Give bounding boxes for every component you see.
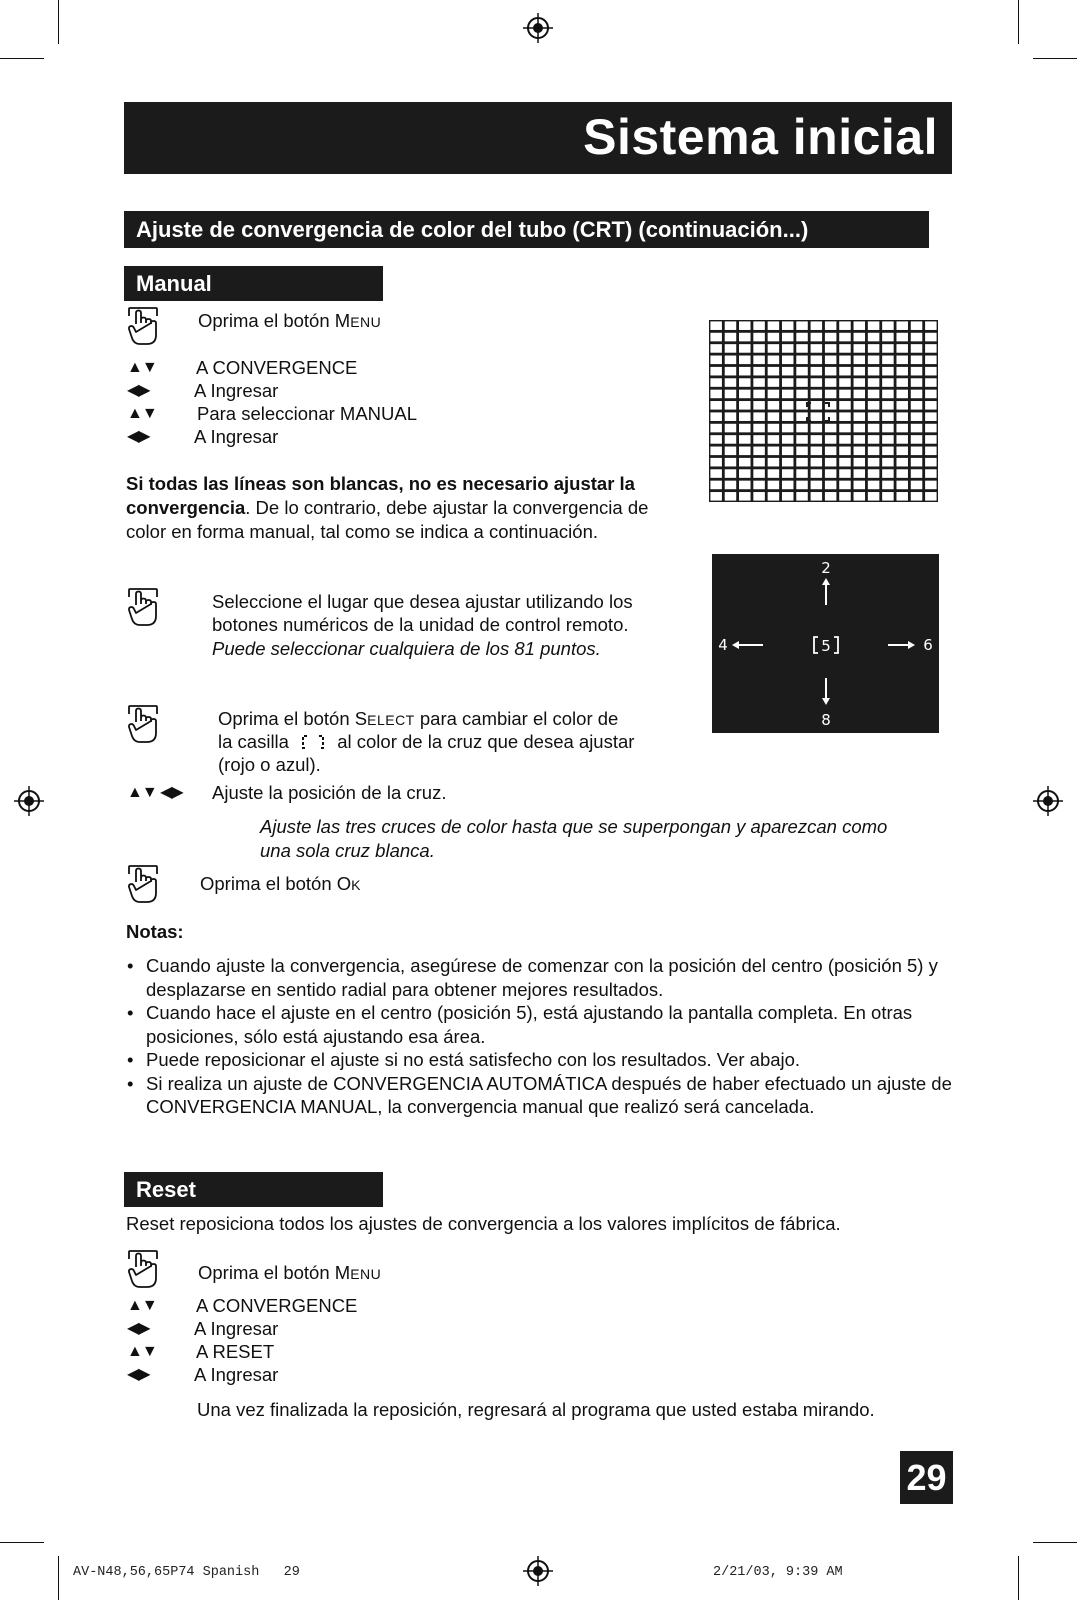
ok-prefix: Oprima el botón O [200, 873, 352, 894]
up-down-arrows-icon: ▲▼ [127, 1297, 157, 1314]
footer-right: 2/21/03, 9:39 AM [713, 1565, 843, 1580]
press-button-icon [126, 588, 166, 628]
crop-mark [1018, 1556, 1019, 1600]
adjust-note-line: Ajuste las tres cruces de color hasta que se superpongan y aparezcan como [260, 816, 888, 837]
crop-mark [1018, 0, 1019, 44]
up-down-arrows-icon: ▲▼ [127, 359, 157, 376]
reset-press-menu [198, 1261, 381, 1286]
notes-title: Notas: [126, 921, 184, 942]
left-right-arrows-icon: ◀▶ [127, 382, 150, 399]
manual-paragraph-line: color en forma manual, tal como se indica a continuación. [126, 521, 599, 542]
manual-press-menu [198, 309, 381, 334]
four-way-arrows-icon: ▲▼ ◀▶ [127, 784, 183, 801]
up-down-arrows-icon: ▲▼ [127, 1343, 157, 1360]
select-location-note: Puede seleccionar cualquiera de los 81 puntos. [212, 638, 601, 659]
paragraph-rest: . De lo contrario, debe ajustar la convergencia de [245, 497, 649, 518]
manual-paragraph-line [126, 496, 648, 519]
position-6-label: 6 [923, 636, 933, 654]
up-down-arrows-icon: ▲▼ [127, 405, 157, 422]
select-location-line: Seleccione el lugar que desea ajustar utilizando los [212, 591, 633, 612]
press-button-icon [126, 865, 166, 905]
note-item: • Puede reposicionar el ajuste si no está satisfecho con los resultados. Ver abajo. [124, 1048, 964, 1072]
select-btn-prefix: Oprima el botón S [218, 708, 368, 729]
position-4-label: 4 [718, 636, 728, 654]
crop-mark [58, 1556, 59, 1600]
reset-description: Reset reposiciona todos los ajustes de convergencia a los valores implícitos de fábrica. [126, 1213, 841, 1234]
casilla-prefix: la casilla [218, 731, 289, 752]
select-button-line [218, 707, 618, 732]
note-item: • Si realiza un ajuste de CONVERGENCIA AUTOMÁTICA después de haber efectuado un ajuste de CONVERGENCIA MANUAL, la convergencia manual que realizó será cancelada. [124, 1072, 964, 1119]
reset-final-note: Una vez finalizada la reposición, regresará al programa que usted estaba mirando. [197, 1399, 875, 1420]
reset-step: A RESET [196, 1341, 275, 1362]
press-menu-smallcaps: ENU [350, 314, 382, 330]
adjust-position-text: Ajuste la posición de la cruz. [212, 782, 447, 803]
press-ok-line [200, 872, 361, 897]
reset-step: A CONVERGENCE [196, 1295, 358, 1316]
position-2-label: 2 [821, 559, 831, 577]
page-title: Sistema inicial [583, 109, 938, 165]
section-title: Ajuste de convergencia de color del tubo (CRT) (continuación...) [124, 211, 929, 248]
press-menu-smallcaps: ENU [350, 1266, 382, 1282]
casilla-suffix: al color de la cruz que desea ajustar [337, 731, 635, 752]
paragraph-bold: convergencia [126, 497, 246, 518]
manual-step: A CONVERGENCE [196, 357, 358, 378]
notes-list [124, 954, 964, 1119]
position-diagram [712, 554, 939, 733]
manual-step: A Ingresar [194, 426, 279, 447]
casilla-box-icon [300, 734, 326, 750]
note-item: • Cuando hace el ajuste en el centro (posición 5), está ajustando la pantalla completa. En otras posiciones, sólo está ajustando esa área. [124, 1001, 964, 1048]
registration-mark-icon [523, 13, 553, 43]
press-menu-text: Oprima el botón M [198, 310, 351, 331]
crop-mark [1033, 58, 1077, 59]
left-right-arrows-icon: ◀▶ [127, 1320, 150, 1337]
press-button-icon [126, 705, 166, 745]
registration-mark-icon [1033, 786, 1063, 816]
reset-step: A Ingresar [194, 1364, 279, 1385]
registration-mark-icon [523, 1556, 553, 1586]
select-btn-suffix: para cambiar el color de [414, 708, 619, 729]
left-right-arrows-icon: ◀▶ [127, 1366, 150, 1383]
press-button-icon [126, 307, 166, 347]
manual-paragraph-line: Si todas las líneas son blancas, no es necesario ajustar la [126, 473, 635, 494]
press-menu-text: Oprima el botón M [198, 1262, 351, 1283]
footer-left: AV-N48,56,65P74 Spanish 29 [73, 1565, 300, 1580]
casilla-line: (rojo o azul). [218, 754, 321, 775]
manual-step: Para seleccionar MANUAL [197, 403, 418, 424]
registration-mark-icon [14, 786, 44, 816]
page-header [124, 102, 952, 174]
note-item: • Cuando ajuste la convergencia, asegúrese de comenzar con la posición del centro (posición 5) y desplazarse en sentido radial para obtener mejores resultados. [124, 954, 964, 1001]
reset-heading: Reset [124, 1172, 383, 1207]
manual-heading: Manual [124, 266, 383, 301]
ok-smallcaps: K [351, 877, 361, 893]
manual-step: A Ingresar [194, 380, 279, 401]
position-8-label: 8 [821, 711, 831, 729]
crop-mark [58, 0, 59, 44]
adjust-note-line: una sola cruz blanca. [260, 840, 435, 861]
position-5-label: 5 [821, 637, 831, 655]
convergence-grid-pattern [709, 320, 938, 502]
page-number: 29 [900, 1451, 953, 1504]
press-button-icon [126, 1250, 166, 1290]
left-right-arrows-icon: ◀▶ [127, 428, 150, 445]
crop-mark [0, 58, 44, 59]
crop-mark [0, 1542, 44, 1543]
select-location-line: botones numéricos de la unidad de control remoto. [212, 614, 629, 635]
crop-mark [1033, 1542, 1077, 1543]
casilla-line [218, 730, 634, 753]
select-btn-smallcaps: ELECT [367, 712, 415, 728]
reset-step: A Ingresar [194, 1318, 279, 1339]
